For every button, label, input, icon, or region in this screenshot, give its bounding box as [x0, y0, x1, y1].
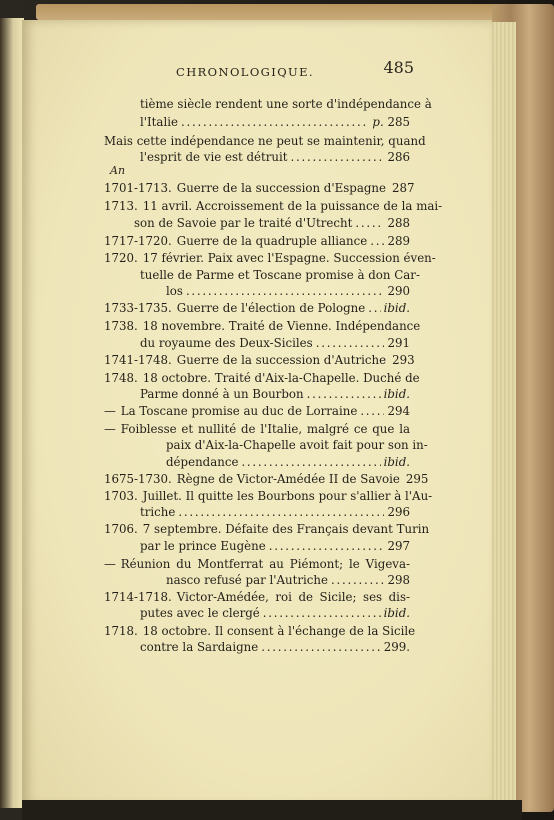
list-item: 1717-1720. Guerre de la quadruple alliance . . . 289	[104, 234, 410, 252]
page-reference: 288	[387, 216, 410, 230]
list-item: dépendance . . . ibid.	[166, 455, 410, 473]
entry-date: 1741-1748.	[104, 353, 172, 367]
list-item: 1703. Juillet. Il quitte les Bourbons pour s'allier à l'Au-	[104, 489, 433, 503]
list-item: par le prince Eugène . . . 297	[140, 539, 410, 557]
list-item: putes avec le clergé . . . ibid.	[140, 606, 410, 624]
list-item: 1738. 18 novembre. Traité de Vienne. Indépendance	[104, 319, 421, 333]
entry-date: 1718.	[104, 624, 138, 638]
list-item: 1713. 11 avril. Accroissement de la puissance de la mai-	[104, 199, 443, 213]
entry-date: 1703.	[104, 489, 138, 503]
entry-date: 1733-1735.	[104, 301, 172, 315]
list-item: du royaume des Deux-Siciles . . . 291	[140, 336, 410, 354]
entry-date: 1675-1730.	[104, 472, 172, 486]
page-reference: ibid.	[383, 455, 410, 469]
page-reference: 294	[387, 404, 410, 418]
page-reference: 298	[387, 573, 410, 587]
list-item: son de Savoie par le traité d'Utrecht . . . 288	[134, 216, 410, 234]
list-item: tuelle de Parme et Toscane promise à don Car-	[140, 268, 420, 282]
page-reference: ibid.	[383, 606, 410, 620]
page-reference: 287	[392, 181, 415, 195]
list-item: triche . . . 296	[140, 505, 410, 523]
list-item: contre la Sardaigne . . . 299.	[140, 640, 410, 658]
list-item: 1701-1713. Guerre de la succession d'Espagne 287	[104, 181, 415, 195]
page-reference: ibid.	[383, 301, 410, 315]
list-item: l'Italie . . . p. 285	[140, 115, 410, 133]
page-reference: 286	[387, 150, 410, 164]
page-reference: 290	[387, 284, 410, 298]
list-item: 1718. 18 octobre. Il consent à l'échange de la Sicile	[104, 624, 416, 638]
list-item: 1733-1735. Guerre de l'élection de Pologne . . . ibid.	[104, 301, 410, 319]
list-item: 1714-1718. Victor-Amédée, roi de Sicile; ses dis-	[104, 590, 410, 604]
list-item: tième siècle rendent une sorte d'indépendance à	[140, 97, 432, 111]
book-cover-top	[36, 4, 536, 20]
list-item: 1741-1748. Guerre de la succession d'Autriche 293	[104, 353, 415, 367]
page-reference: 299.	[383, 640, 410, 654]
year-column-label: An	[110, 164, 126, 177]
list-item: 1706. 7 septembre. Défaite des Français devant Turin	[104, 522, 430, 536]
page-reference: 295	[405, 472, 429, 486]
page-reference: ibid.	[383, 387, 410, 401]
list-item: — La Toscane promise au duc de Lorraine . . . 294	[104, 404, 410, 422]
page-reference: 291	[387, 336, 410, 350]
list-item: paix d'Aix-la-Chapelle avoit fait pour son in-	[166, 438, 428, 452]
list-item: 1748. 18 octobre. Traité d'Aix-la-Chapelle. Duché de	[104, 371, 420, 385]
entry-date: 1701-1713.	[104, 181, 172, 195]
page-reference: 285	[387, 115, 410, 129]
list-item: 1720. 17 février. Paix avec l'Espagne. Succession éven-	[104, 251, 436, 265]
page-reference: 296	[387, 505, 410, 519]
previous-page-edge	[0, 18, 24, 808]
entry-date: —	[104, 404, 116, 418]
page-reference: 297	[387, 539, 410, 553]
running-title: CHRONOLOGIQUE.	[176, 65, 314, 79]
list-item: — Foiblesse et nullité de l'Italie, malgré ce que la	[104, 422, 410, 436]
list-item: nasco refusé par l'Autriche . . . 298	[166, 573, 410, 591]
list-item: l'esprit de vie est détruit . . . 286	[140, 150, 410, 168]
page-number: 485	[383, 58, 414, 77]
entry-date: —	[104, 422, 116, 436]
page-reference: 289	[387, 234, 410, 248]
list-item: Mais cette indépendance ne peut se maintenir, quand	[104, 134, 426, 148]
entry-date: —	[104, 557, 116, 571]
entry-date: 1706.	[104, 522, 138, 536]
entry-date: 1748.	[104, 371, 138, 385]
entry-date: 1720.	[104, 251, 138, 265]
entry-date: 1738.	[104, 319, 138, 333]
list-item: Parme donné à un Bourbon . . . ibid.	[140, 387, 410, 405]
page-reference: 293	[392, 353, 415, 367]
list-item: los . . . 290	[166, 284, 410, 302]
bottom-shadow	[22, 800, 522, 820]
entry-date: 1713.	[104, 199, 138, 213]
list-item: 1675-1730. Règne de Victor-Amédée II de Savoie 295	[104, 472, 429, 486]
entry-date: 1714-1718.	[104, 590, 172, 604]
entry-date: 1717-1720.	[104, 234, 172, 248]
running-header	[176, 58, 414, 84]
list-item: — Réunion du Montferrat au Piémont; le Vigeva-	[104, 557, 410, 571]
